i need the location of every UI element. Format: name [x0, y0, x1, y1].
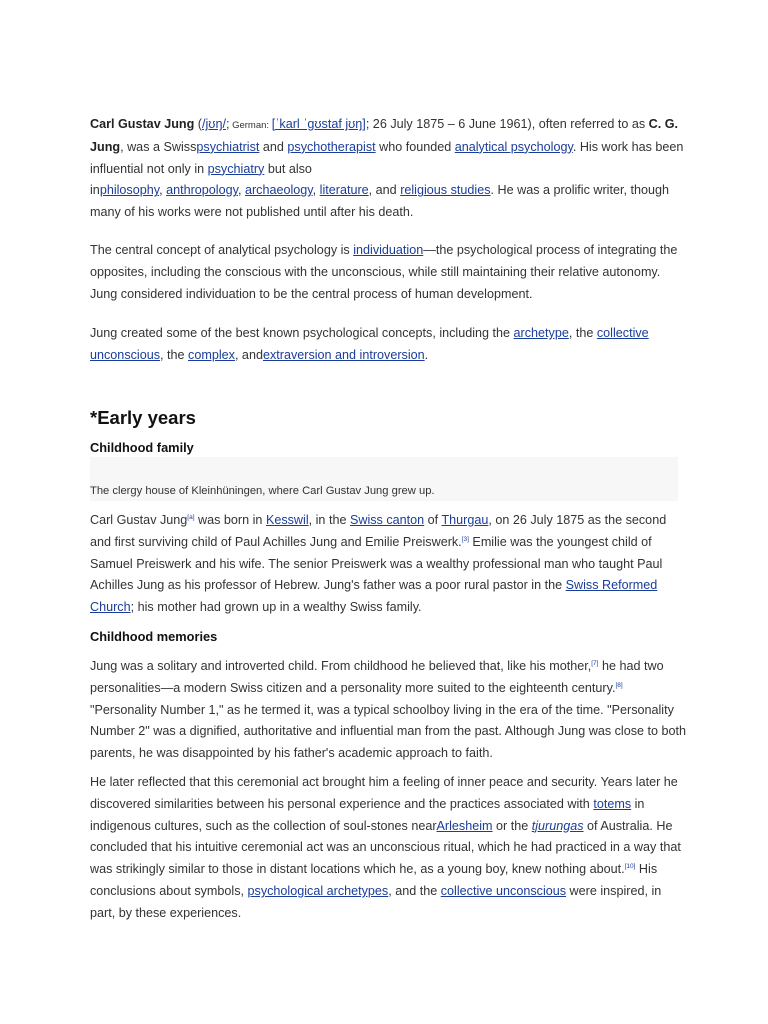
ipa-english-link[interactable]: /jʊŋ/: [201, 117, 226, 131]
text: ;: [225, 117, 230, 131]
collective-unconscious-link-2[interactable]: collective unconscious: [440, 883, 567, 898]
analytical-psychology-link[interactable]: analytical psychology: [454, 139, 573, 154]
text: ,: [312, 183, 320, 198]
family-paragraph: [90, 510, 688, 619]
text: , was a Swiss: [120, 139, 197, 154]
text: Emilie was the youngest child of Samuel Preiswerk and his wife. The senior Preiswerk was a wealthy professional man who taught Paul Achilles Jung as his professor of Hebrew. Jung's father was a poor rural pastor in the: [90, 534, 663, 593]
text: . His work has been influential not only in: [90, 139, 684, 176]
totems-link[interactable]: totems: [593, 796, 632, 811]
subheading-childhood-memories: Childhood memories: [90, 629, 218, 644]
ritual-paragraph: [90, 772, 688, 925]
text: Jung created some of the best known psychological concepts, including the: [90, 326, 514, 340]
text: ,: [159, 183, 167, 198]
philosophy-link[interactable]: philosophy: [99, 183, 160, 198]
short-name: C. G. Jung: [90, 117, 679, 154]
collective-unconscious-link[interactable]: collective unconscious: [90, 326, 649, 362]
text: were inspired, in part, by these experiences.: [90, 883, 662, 920]
kesswil-link[interactable]: Kesswil: [265, 513, 309, 527]
footnote-ref[interactable]: [7]: [591, 660, 599, 667]
text: —the psychological process of integrating the opposites, including the conscious with the unconscious, while still maintaining their relative autonomy. Jung considered individuation to be the central process of human development.: [90, 243, 678, 301]
footnote-ref[interactable]: [3]: [461, 535, 469, 543]
text: of Australia. He concluded that his intuitive ceremonial act was an unconscious ritual, which he had practiced in a way that was strikingly similar to those in distant locations which he, as a young boy, knew nothing about.: [90, 818, 681, 877]
thurgau-link[interactable]: Thurgau: [441, 513, 489, 527]
text: and: [259, 139, 288, 154]
psychiatrist-link[interactable]: psychiatrist: [196, 139, 260, 154]
archetype-link[interactable]: archetype: [513, 326, 569, 340]
arlesheim-link[interactable]: Arlesheim: [436, 818, 493, 833]
text: (: [194, 117, 202, 131]
text: in indigenous cultures, such as the collection of soul-stones near: [90, 796, 645, 833]
psychotherapist-link[interactable]: psychotherapist: [287, 139, 376, 154]
text: , in the: [308, 513, 350, 527]
dates-text: ; 26 July 1875 – 6 June 1961), often referred to as: [365, 117, 649, 131]
german-label: German:: [229, 120, 272, 131]
swiss-canton-link[interactable]: Swiss canton: [349, 513, 425, 527]
text: , the: [160, 347, 189, 362]
text: Carl Gustav Jung: [90, 513, 188, 527]
text: was born in: [194, 513, 266, 527]
tjurungas-link[interactable]: tjurungas: [531, 818, 584, 833]
psychological-archetypes-link[interactable]: psychological archetypes: [247, 883, 389, 898]
text: "Personality Number 1," as he termed it, was a typical schoolboy living in the era of the time. "Personality Number 2" was a dignified, authoritative and influential man from the past. Although Jung was close to both parents, he was disappointed by his father's academic approach to faith.: [90, 702, 687, 761]
memories-paragraph: [90, 656, 688, 765]
text: ,: [237, 183, 245, 198]
archaeology-link[interactable]: archaeology: [244, 183, 313, 198]
text: , and: [368, 183, 401, 198]
concepts-paragraph: [90, 323, 688, 367]
text: , and: [234, 347, 263, 362]
text: in: [90, 183, 100, 198]
text: ; his mother had grown up in a wealthy Swiss family.: [130, 600, 422, 615]
footnote-ref[interactable]: [8]: [615, 681, 623, 689]
extraversion-link[interactable]: extraversion and introversion: [262, 347, 425, 362]
text: Jung was a solitary and introverted child. From childhood he believed that, like his mother,: [90, 659, 592, 673]
footnote-ref[interactable]: [a]: [187, 514, 195, 521]
literature-link[interactable]: literature: [319, 183, 369, 198]
concept-paragraph: [90, 240, 688, 305]
text: His conclusions about symbols,: [90, 862, 658, 898]
text: .: [424, 347, 429, 362]
subheading-childhood-family: Childhood family: [90, 440, 194, 455]
text: , on 26 July 1875 as the second and first surviving child of Paul Achilles Jung and Emilie Preiswerk.: [90, 513, 667, 549]
ipa-german-link[interactable]: [ˈkarl ˈɡʊstaf jʊŋ]: [271, 117, 366, 131]
footnote-ref[interactable]: [10]: [624, 863, 636, 871]
text: He later reflected that this ceremonial act brought him a feeling of inner peace and security. Years later he discovered similarities between his personal experience and the practices associated with: [90, 775, 678, 811]
swiss-reformed-church-link[interactable]: Swiss Reformed Church: [90, 578, 658, 615]
text: he had two personalities—a modern Swiss citizen and a personality more suited to the eighteenth century.: [90, 659, 664, 695]
text: , the: [568, 326, 597, 340]
religious-studies-link[interactable]: religious studies: [400, 183, 491, 198]
text: who founded: [375, 139, 455, 154]
text: , and the: [388, 883, 441, 898]
anthropology-link[interactable]: anthropology: [166, 183, 238, 198]
subject-name: Carl Gustav Jung: [90, 117, 195, 131]
text: The central concept of analytical psychology is: [90, 243, 354, 257]
text: . He was a prolific writer, though many of his works were not published until after his death.: [90, 183, 669, 220]
complex-link[interactable]: complex: [188, 347, 235, 362]
image-caption: The clergy house of Kleinhüningen, where Carl Gustav Jung grew up.: [90, 485, 435, 497]
section-heading: *Early years: [90, 407, 196, 428]
intro-paragraph: [90, 114, 688, 224]
text: of: [424, 513, 442, 527]
text: but also: [264, 161, 312, 176]
psychiatry-link[interactable]: psychiatry: [207, 161, 265, 176]
image-caption-box: [90, 457, 678, 501]
individuation-link[interactable]: individuation: [353, 243, 424, 257]
text: or the: [492, 818, 532, 833]
